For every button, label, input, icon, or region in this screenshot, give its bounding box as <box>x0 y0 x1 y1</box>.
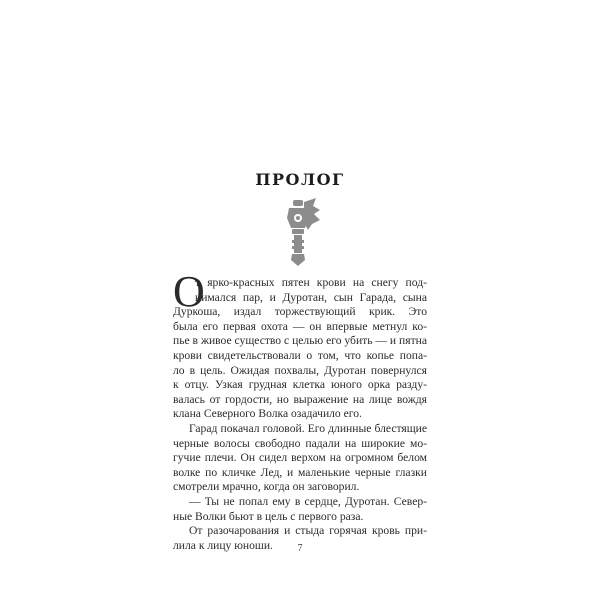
text-line: черные волосы свободно падали на широкие мо- <box>173 436 427 450</box>
text-line: к отцу. Узкая грудная клетка юного орка разду- <box>173 378 427 392</box>
text-line: пье в живое существо с целью его убить — и пятна <box>173 334 427 348</box>
axe-icon <box>278 196 322 268</box>
text-line: гучие плечи. Он сидел верхом на огромном белом <box>173 451 427 465</box>
text-line: — Ты не попал ему в сердце, Дуротан. Север- <box>189 494 427 508</box>
text-line: валась от гордости, но выражение на лице вождя <box>173 392 427 406</box>
text-line: лила к лицу юноши. <box>173 538 273 552</box>
paragraph <box>173 495 427 524</box>
text-line: нимался пар, и Дуротан, сын Гарада, сына <box>195 290 427 304</box>
text-line: т ярко-красных пятен крови на снегу под- <box>195 276 427 289</box>
drop-cap: О <box>173 267 205 316</box>
text-line: волке по кличке Лед, и маленькие черные глазки <box>173 465 427 479</box>
paragraph <box>173 267 427 422</box>
text-line: ло в цель. Ожидая похвалы, Дуротан повернулся <box>173 363 427 377</box>
text-line: крови свидетельствовали о том, что копье попа- <box>173 348 427 362</box>
paragraph <box>173 422 427 495</box>
text-line: Гарад покачал головой. Его длинные блестящие <box>189 421 427 435</box>
text-line: смотрели мрачно, когда он заговорил. <box>173 480 360 494</box>
text-line: клана Северного Волка озадачило его. <box>173 407 362 421</box>
text-line: была его первая охота — он впервые метнул ко- <box>173 319 427 333</box>
text-line: Дуркоша, издал торжествующий крик. Это <box>173 305 427 319</box>
text-line: От разочарования и стыда горячая кровь при- <box>189 524 427 538</box>
chapter-body <box>173 267 427 553</box>
text-line: ные Волки бьют в цель с первого раза. <box>173 509 364 523</box>
page-number: 7 <box>297 543 303 554</box>
chapter-title: ПРОЛОГ <box>255 170 345 189</box>
